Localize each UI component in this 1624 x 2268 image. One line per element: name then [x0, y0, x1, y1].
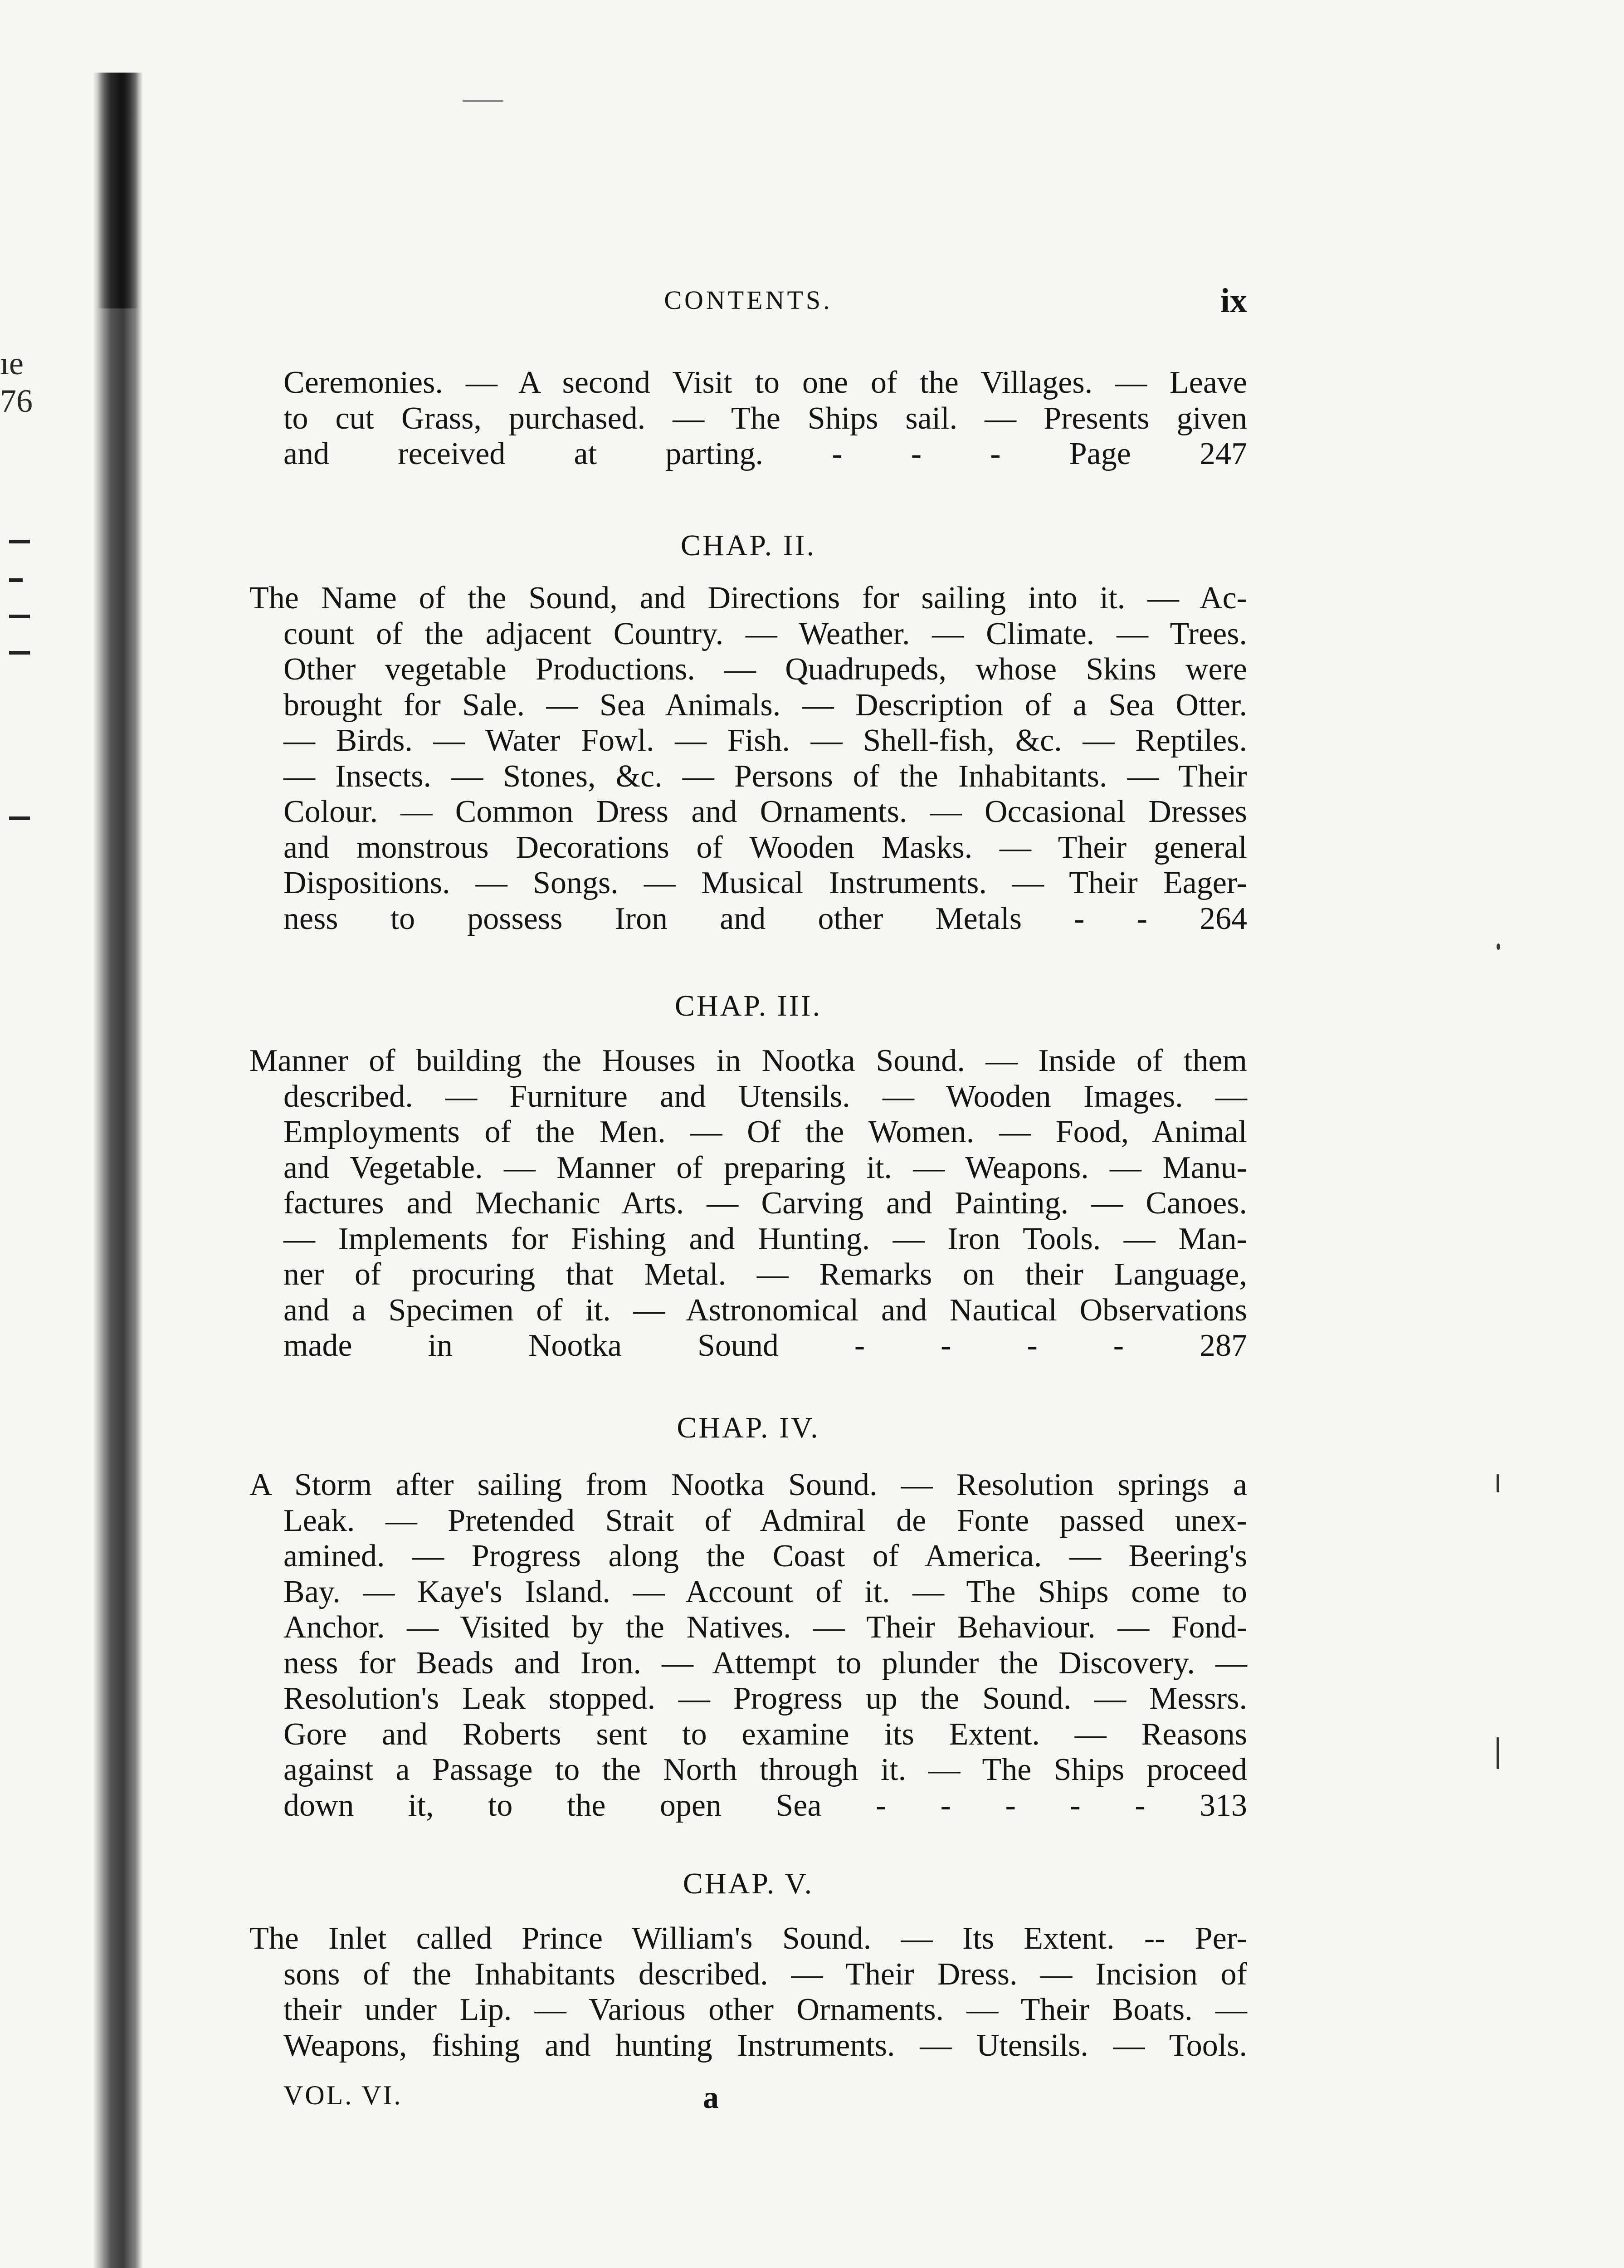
bleed-mark: [9, 540, 30, 543]
toc-entry-chap4: [249, 1467, 1247, 1823]
left-page-bleed: [0, 345, 50, 420]
print-speck: [1497, 1737, 1499, 1769]
bleed-mark: [9, 651, 30, 655]
toc-line: amined. — Progress along the Coast of America. — Beering's: [283, 1539, 1247, 1574]
chapter-heading: CHAP. II.: [680, 529, 816, 562]
toc-line: Ceremonies. — A second Visit to one of the Villages. — Leave: [283, 365, 1247, 400]
toc-line: The Inlet called Prince William's Sound. — Its Extent. -- Per-: [249, 1921, 1247, 1956]
toc-line: Leak. — Pretended Strait of Admiral de Fonte passed unex-: [283, 1503, 1247, 1538]
binding-shadow: [93, 73, 143, 2268]
toc-line: sons of the Inhabitants described. — Their Dress. — Incision of: [283, 1956, 1247, 1992]
toc-line: Gore and Roberts sent to examine its Extent. — Reasons: [283, 1716, 1247, 1752]
toc-line: and Vegetable. — Manner of preparing it. — Weapons. — Manu-: [283, 1150, 1247, 1185]
toc-line: Other vegetable Productions. — Quadrupeds, whose Skins were: [283, 652, 1247, 687]
print-speck: [1497, 1474, 1499, 1492]
bleed-mark: [9, 578, 23, 582]
toc-line: factures and Mechanic Arts. — Carving and Painting. — Canoes.: [283, 1186, 1247, 1221]
signature-mark: a: [703, 2080, 719, 2115]
toc-line: and received at parting. - - - Page 247: [283, 436, 1247, 471]
page-title: CONTENTS.: [664, 285, 833, 315]
page-number: ix: [1220, 282, 1247, 320]
toc-line: Employments of the Men. — Of the Women. — Food, Animal: [283, 1114, 1247, 1149]
toc-line: ness for Beads and Iron. — Attempt to plunder the Discovery. —: [283, 1645, 1247, 1681]
toc-line: Colour. — Common Dress and Ornaments. — Occasional Dresses: [283, 794, 1247, 829]
volume-label: VOL. VI.: [283, 2080, 403, 2110]
toc-line: their under Lip. — Various other Ornaments. — Their Boats. —: [283, 1992, 1247, 2027]
chapter-heading: CHAP. IV.: [677, 1411, 820, 1444]
toc-entry-chap2: [249, 581, 1247, 937]
toc-line: made in Nootka Sound - - - - 287: [283, 1328, 1247, 1363]
toc-line: Resolution's Leak stopped. — Progress up the Sound. — Messrs.: [283, 1681, 1247, 1716]
toc-line: — Birds. — Water Fowl. — Fish. — Shell-fish, &c. — Reptiles.: [283, 723, 1247, 758]
toc-entry-chap5: [249, 1921, 1247, 2063]
toc-line: to cut Grass, purchased. — The Ships sail. — Presents given: [283, 401, 1247, 436]
print-speck: [1497, 943, 1500, 950]
toc-line: described. — Furniture and Utensils. — Wooden Images. —: [283, 1079, 1247, 1114]
toc-line: down it, to the open Sea - - - - - 313: [283, 1788, 1247, 1823]
chapter-heading: CHAP. V.: [683, 1867, 814, 1900]
running-head: [249, 281, 1247, 322]
toc-line: against a Passage to the North through it. — The Ships proceed: [283, 1752, 1247, 1787]
toc-line: — Insects. — Stones, &c. — Persons of the Inhabitants. — Their: [283, 758, 1247, 794]
chapter-heading: CHAP. III.: [674, 989, 822, 1022]
toc-line: Bay. — Kaye's Island. — Account of it. — The Ships come to: [283, 1574, 1247, 1609]
bleed-fragment: ıe: [0, 345, 24, 381]
toc-line: ness to possess Iron and other Metals - - 264: [283, 901, 1247, 936]
book-page: [249, 0, 1247, 2268]
toc-line: brought for Sale. — Sea Animals. — Description of a Sea Otter.: [283, 687, 1247, 723]
toc-line: and a Specimen of it. — Astronomical and Nautical Observations: [283, 1292, 1247, 1328]
toc-line: count of the adjacent Country. — Weather. — Climate. — Trees.: [283, 616, 1247, 651]
binding-shadow-top: [98, 73, 138, 308]
print-speck: [463, 100, 503, 102]
toc-entry-chap1-continued: [249, 365, 1247, 472]
page-footer: [283, 2080, 1247, 2121]
toc-line: — Implements for Fishing and Hunting. — Iron Tools. — Man-: [283, 1221, 1247, 1256]
toc-line: Dispositions. — Songs. — Musical Instruments. — Their Eager-: [283, 865, 1247, 900]
toc-line: Weapons, fishing and hunting Instruments. — Utensils. — Tools.: [283, 2028, 1247, 2063]
toc-line: and monstrous Decorations of Wooden Masks. — Their general: [283, 830, 1247, 865]
toc-line: Anchor. — Visited by the Natives. — Their Behaviour. — Fond-: [283, 1610, 1247, 1645]
bleed-mark: [9, 615, 30, 618]
toc-line: A Storm after sailing from Nootka Sound. — Resolution springs a: [249, 1467, 1247, 1502]
toc-line: Manner of building the Houses in Nootka Sound. — Inside of them: [249, 1043, 1247, 1078]
bleed-fragment: 76: [0, 382, 33, 419]
toc-line: ner of procuring that Metal. — Remarks on their Language,: [283, 1257, 1247, 1292]
toc-line: The Name of the Sound, and Directions for sailing into it. — Ac-: [249, 581, 1247, 616]
bleed-mark: [9, 816, 30, 820]
toc-entry-chap3: [249, 1043, 1247, 1364]
